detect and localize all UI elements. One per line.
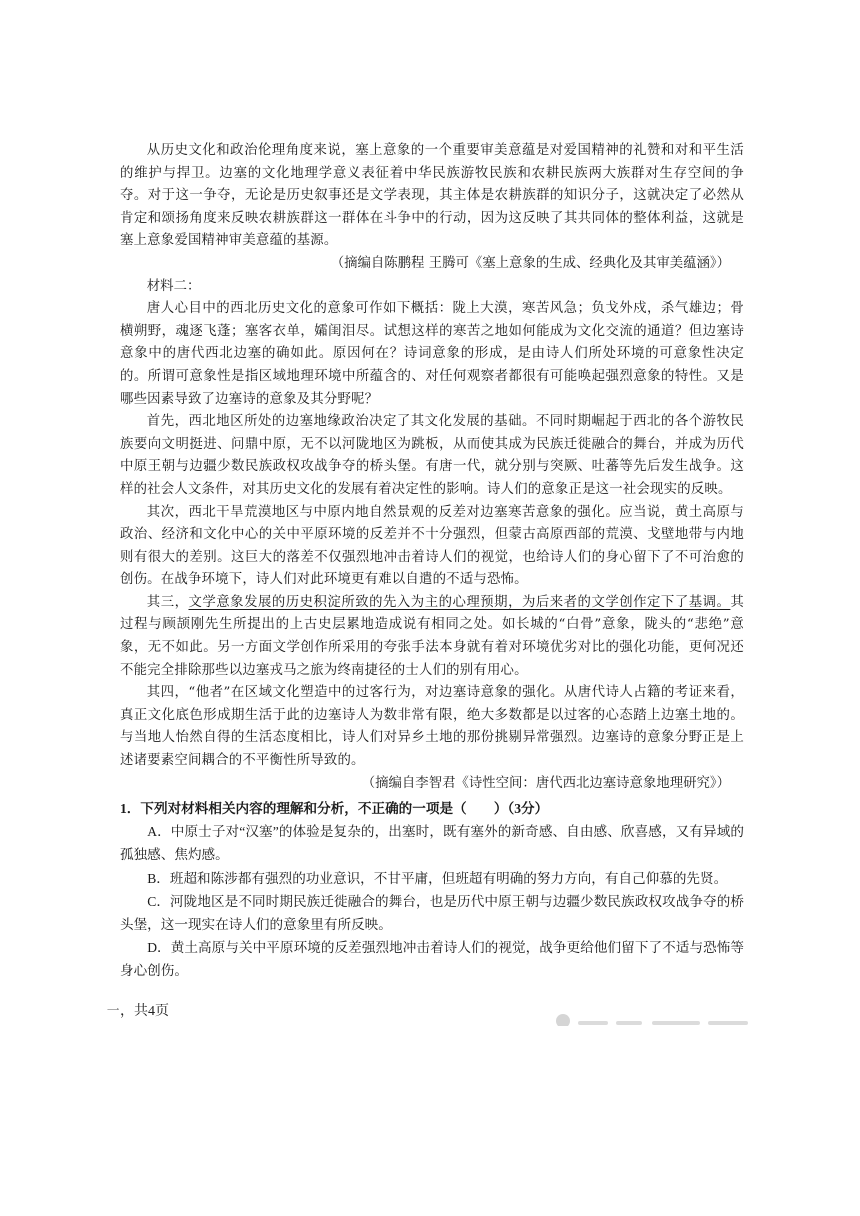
watermark-mark xyxy=(652,1021,700,1025)
underlined-sentence: 文学意象发展的历史积淀所致的先入为主的心理预期，为后来者的文学创作定下了基调。 xyxy=(188,594,731,610)
answer-option-b: B．班超和陈涉都有强烈的功业意识，不甘平庸，但班超有明确的努力方向，有自己仰慕的先贤。 xyxy=(147,870,728,886)
source-citation-1: （摘编自陈鹏程 王腾可《塞上意象的生成、经典化及其审美蕴涵》） xyxy=(330,255,730,271)
watermark-mark xyxy=(578,1021,608,1025)
reading-passage xyxy=(120,140,744,983)
blurred-watermark xyxy=(556,1012,766,1026)
watermark-logo-icon xyxy=(556,1014,570,1026)
source-citation-2: （摘编自李智君《诗性空间：唐代西北边塞诗意象地理研究》） xyxy=(361,775,730,791)
passage-paragraph-third xyxy=(120,592,744,682)
answer-option-c: C．河陇地区是不同时期民族迁徙融合的舞台，也是历代中原王朝与边疆少数民族政权攻战争夺的桥头堡，这一现实在诗人们的意象里有所反映。 xyxy=(120,893,744,933)
question-stem: 1．下列对材料相关内容的理解和分析，不正确的一项是（ ）（3分） xyxy=(120,801,549,817)
page-footer: ㇐，共4页 xyxy=(106,1004,169,1019)
material-two-label: 材料二： xyxy=(146,278,201,294)
passage-paragraph: 唐人心目中的西北历史文化的意象可作如下概括：陇上大漠，寒苦风急；负戈外戍，杀气雄边；骨横朔野，魂逐飞蓬；塞客衣单，孀闺泪尽。试想这样的寒苦之地如何能成为文化交流的通道？但边塞诗意象中的唐代西北边塞的确如此。原因何在？诗词意象的形成，是由诗人们所处环境的可意象性决定的。所谓可意象性是指区域地理环境中所蕴含的、对任何观察者都很有可能唤起强烈意象的特性。又是哪些因素导致了边塞诗的意象及其分野呢？ xyxy=(120,301,744,407)
watermark-mark xyxy=(708,1021,748,1025)
passage-paragraph: 其四，“他者”在区域文化塑造中的过客行为，对边塞诗意象的强化。从唐代诗人占籍的考证来看，真正文化底色形成期生活于此的边塞诗人为数非常有限，绝大多数都是以过客的心态踏上边塞土地的。与当地人怡然自得的生活态度相比，诗人们对异乡土地的那份挑剔异常强烈。边塞诗的意象分野正是上述诸要素空间耦合的不平衡性所导致的。 xyxy=(120,685,744,769)
paragraph-prefix: 其三， xyxy=(146,594,189,610)
answer-option-d: D．黄土高原与关中平原环境的反差强烈地冲击着诗人们的视觉，战争更给他们留下了不适与恐怖等身心创伤。 xyxy=(120,940,744,979)
passage-paragraph: 其次，西北干旱荒漠地区与中原内地自然景观的反差对边塞寒苦意象的强化。应当说，黄土高原与政治、经济和文化中心的关中平原环境的反差并不十分强烈，但蒙古高原西部的荒漠、戈壁地带与内地则有很大的差别。这巨大的落差不仅强烈地冲击着诗人们的视觉，也给诗人们的身心留下了不可治愈的创伤。在战争环境下，诗人们对此环境更有难以自遣的不适与恐怖。 xyxy=(120,504,744,588)
passage-paragraph: 首先，西北地区所处的边塞地缘政治决定了其文化发展的基础。不同时期崛起于西北的各个游牧民族要向文明挺进、问鼎中原，无不以河陇地区为跳板，从而使其成为民族迁徙融合的舞台，并成为历代中原王朝与边疆少数民族政权攻战争夺的桥头堡。有唐一代，就分别与突厥、吐蕃等先后发生战争。这样的社会人文条件，对其历史文化的发展有着决定性的影响。诗人们的意象正是这一社会现实的反映。 xyxy=(120,414,744,497)
passage-paragraph: 从历史文化和政治伦理角度来说，塞上意象的一个重要审美意蕴是对爱国精神的礼赞和对和平生活的维护与捍卫。边塞的文化地理学意义表征着中华民族游牧民族和农耕民族两大族群对生存空间的争夺。对于这一争夺，无论是历史叙事还是文学表现，其主体是农耕族群的知识分子，这就决定了必然从肯定和颂扬角度来反映农耕族群这一群体在斗争中的行动，因为这反映了其共同体的整体利益，这就是塞上意象爱国精神审美意蕴的基源。 xyxy=(120,143,744,249)
answer-option-a: A．中原士子对“汉塞”的体验是复杂的，出塞时，既有塞外的新奇感、自由感、欣喜感，又有异域的孤独感、焦灼感。 xyxy=(120,824,744,863)
watermark-mark xyxy=(616,1021,642,1025)
paragraph-rest: 其过程与顾颉刚先生所提出的上古史层累地造成说有相同之处。如长城的“白骨”意象，陇头的“悲绝”意象，无不如此。另一方面文学创作所采用的夸张手法本身就有着对环境优劣对比的强化功能，更何况还不能完全排除那些以边塞戎马之旅为终南捷径的士人们的别有用心。 xyxy=(120,594,744,678)
